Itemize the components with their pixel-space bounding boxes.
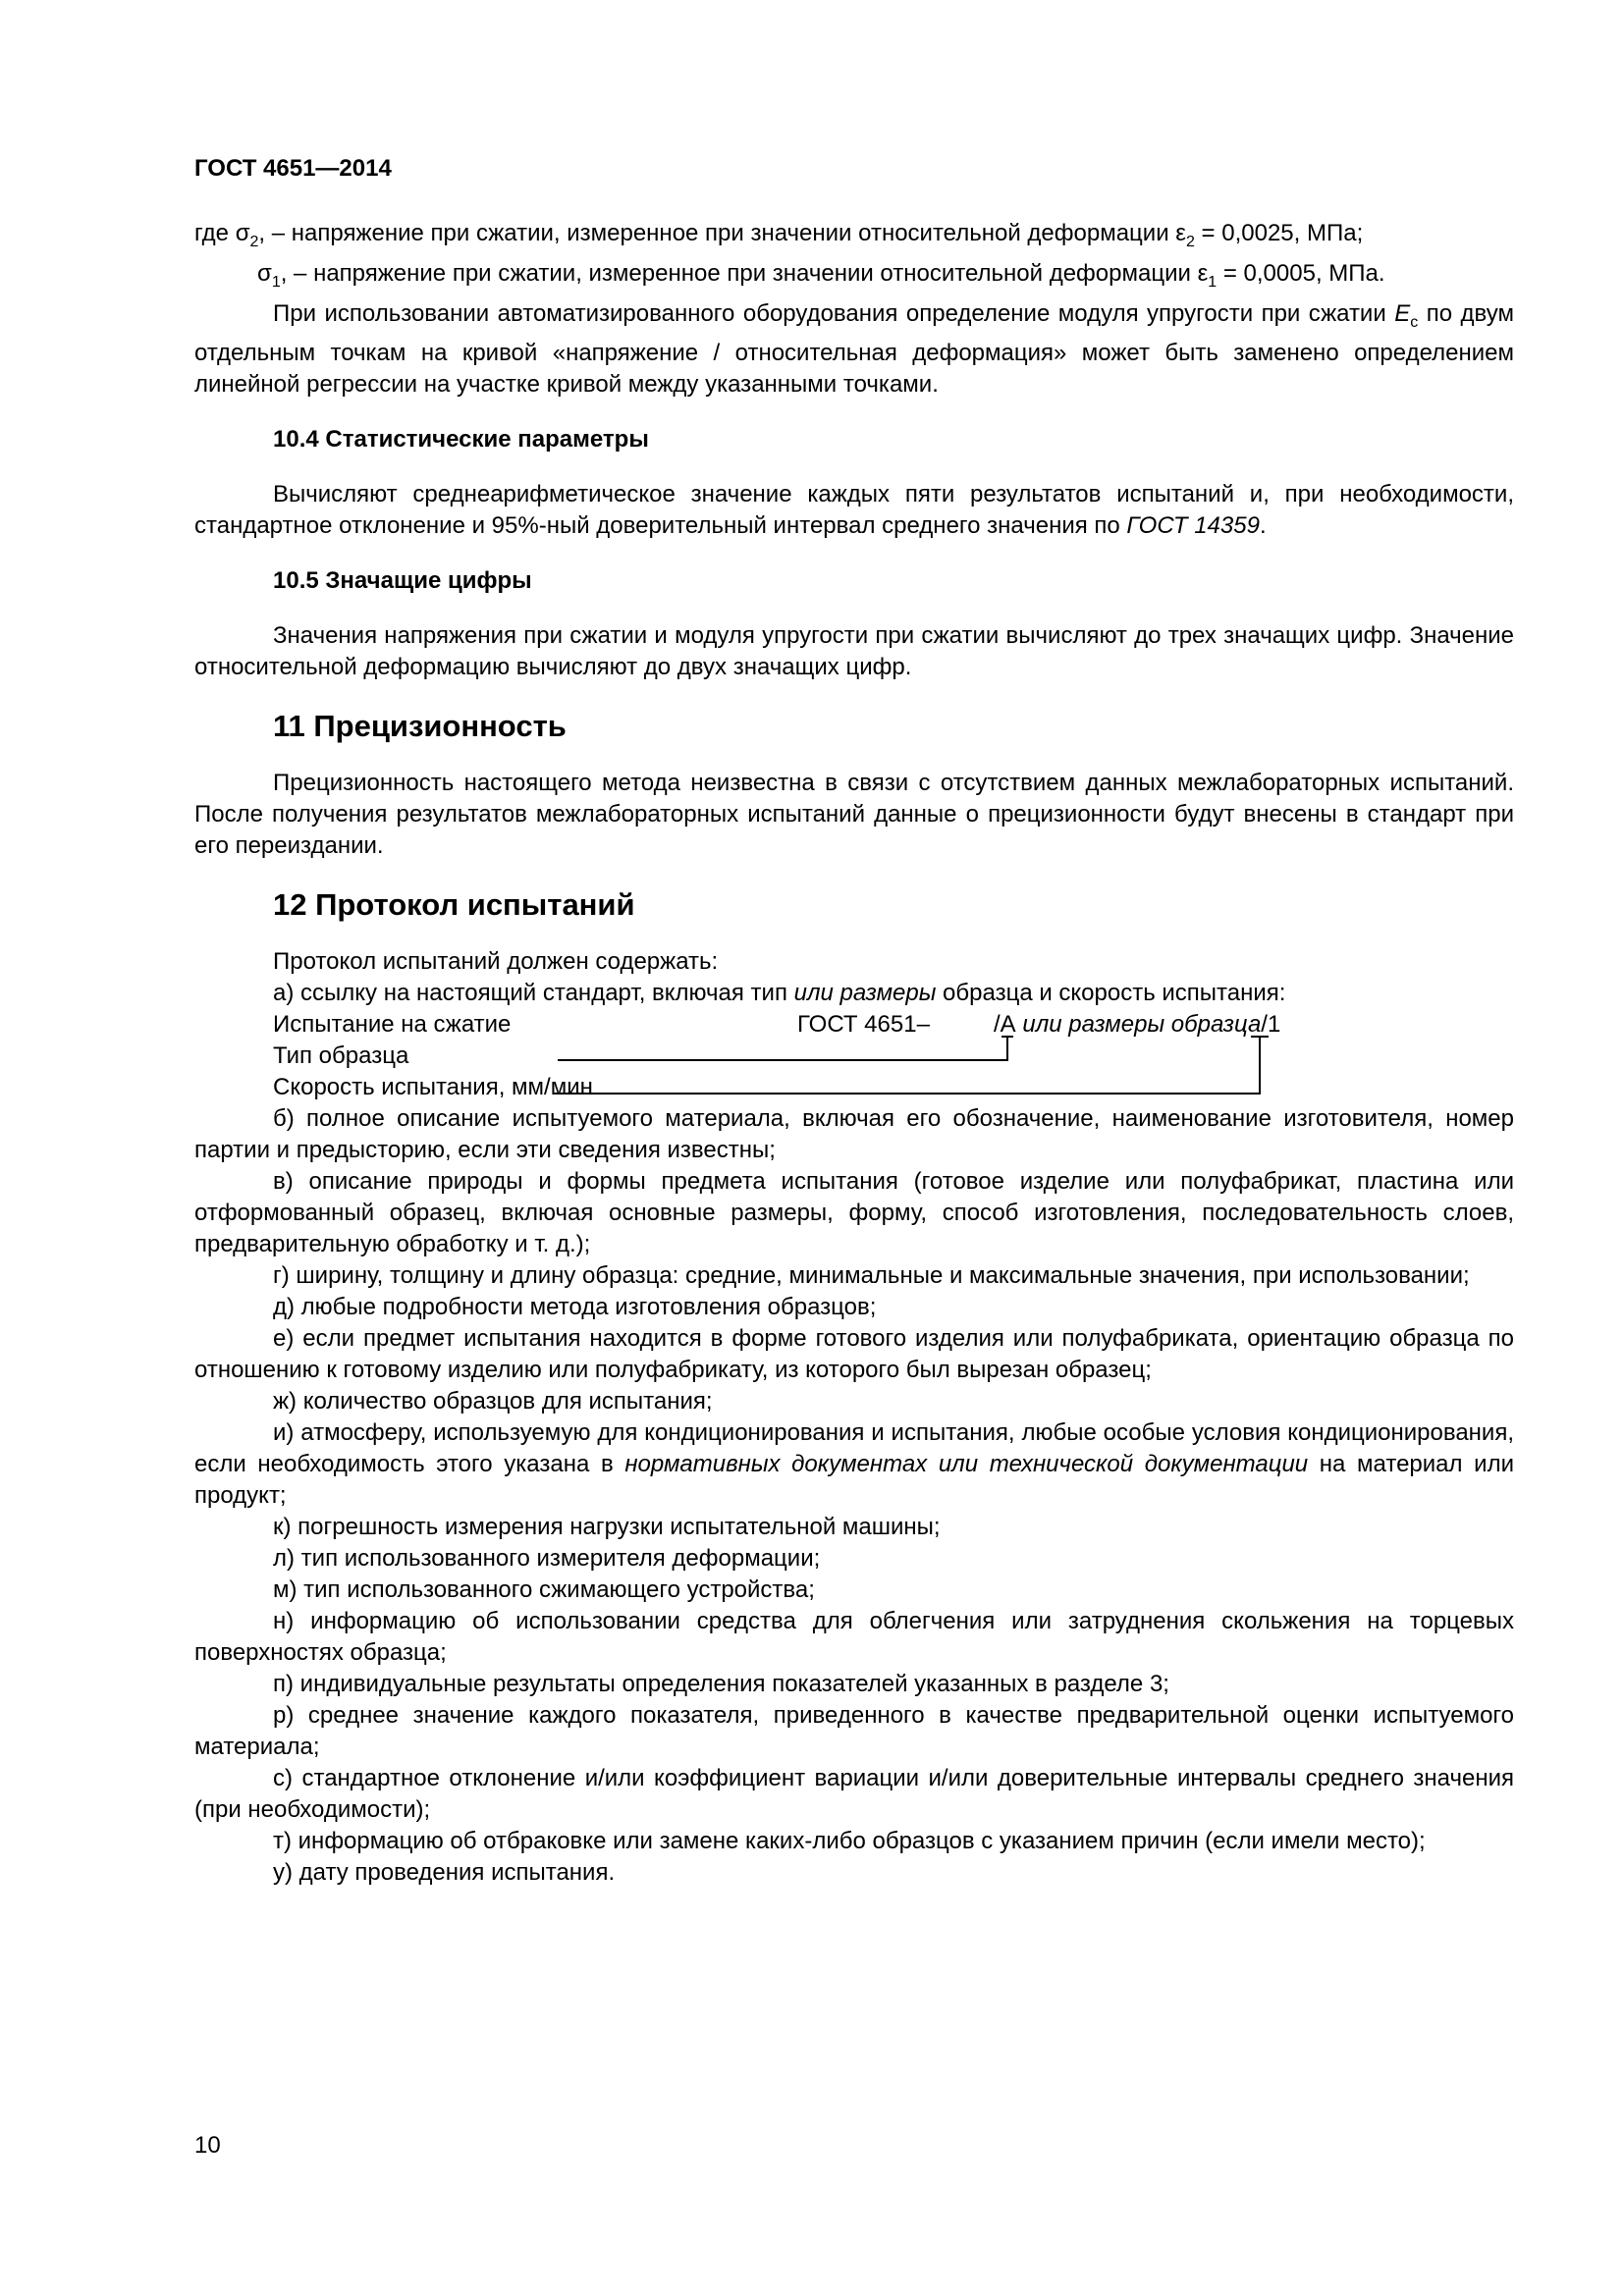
spec-speed-label: Скорость испытания, мм/мин	[273, 1074, 593, 1101]
sigma1-definition	[194, 258, 1514, 298]
section-10-4-text	[194, 479, 1514, 542]
automation-text-b: по двум отдельным точкам на кривой «напряжение / относительная деформация» может быть заменено определением линейной регрессии на участке кривой между указанными точками.	[194, 299, 1514, 399]
page-content	[194, 218, 1514, 1889]
spec-gost-designation: ГОСТ 4651–	[797, 1011, 930, 1039]
protocol-item: т) информацию об отбраковке или замене каких-либо образцов с указанием причин (если имели место);	[273, 1828, 1426, 1855]
automation-text-a: При использовании автоматизированного оборудования определение модуля упругости при сжатии	[273, 299, 1395, 327]
item-i-italic: нормативных документах или технической документации	[624, 1451, 1309, 1478]
sigma2-subscript: 2	[249, 233, 259, 250]
section-12-item-a	[194, 978, 1514, 1009]
section-10-5-text: Значения напряжения при сжатии и модуля упругости при сжатии вычисляют до трех значащих цифр. Значение относительной деформацию вычисляют до двух значащих цифр.	[194, 622, 1514, 681]
protocol-items-2	[194, 1512, 1514, 1889]
protocol-item: в) описание природы и формы предмета испытания (готовое изделие или полуфабрикат, пластина или отформованный образец, включая основные размеры, форму, способ изготовления, последовательность слоев, предварительную обработку и т. д.);	[194, 1168, 1514, 1258]
designation-scheme	[194, 1009, 1514, 1103]
protocol-item: р) среднее значение каждого показателя, приведенного в качестве предварительной оценки испытуемого материала;	[194, 1702, 1514, 1761]
page-header: ГОСТ 4651—2014	[194, 155, 392, 182]
protocol-item: е) если предмет испытания находится в форме готового изделия или полуфабриката, ориентацию образца по отношению к готовому изделию или полуфабрикату, из которого был вырезан образец;	[194, 1325, 1514, 1384]
spec-type-label: Тип образца	[273, 1042, 409, 1070]
item-a-text-3: образца и скорость испытания:	[936, 980, 1286, 1007]
section-10-4-text-a: Вычисляют среднеарифметическое значение каждых пяти результатов испытаний и, при необходимости, стандартное отклонение и 95%-ный доверительный интервал среднего значения по	[194, 481, 1514, 540]
spec-size-italic: или размеры образца	[1015, 1011, 1262, 1039]
spec-slash-1: /	[994, 1011, 1001, 1039]
type-leader-line	[558, 1037, 1007, 1060]
protocol-item: п) индивидуальные результаты определения показателей указанных в разделе 3;	[273, 1671, 1169, 1698]
item-a-italic: или размеры	[793, 980, 937, 1007]
page-number: 10	[194, 2132, 221, 2159]
eps2-subscript: 2	[1185, 233, 1195, 250]
spec-type-letter: А	[1000, 1011, 1016, 1039]
item-i-text-a: и) атмосферу, используемую для кондиционирования и испытания, любые особые условия кондиционирования, если необходимость этого указана в	[194, 1419, 1514, 1478]
sigma1-text-a: σ	[257, 259, 272, 287]
modulus-subscript: c	[1410, 313, 1419, 331]
gost-14359-reference: ГОСТ 14359	[1126, 512, 1260, 540]
section-10-5-title: 10.5 Значащие цифры	[273, 567, 532, 595]
sigma2-text-a: где σ	[194, 220, 250, 246]
protocol-item: с) стандартное отклонение и/или коэффициент вариации и/или доверительные интервалы среднего значения (при необходимости);	[194, 1765, 1514, 1824]
spec-speed-value: 1	[1267, 1011, 1281, 1039]
protocol-item: л) тип использованного измерителя деформации;	[273, 1545, 821, 1573]
section-10-4-title: 10.4 Статистические параметры	[273, 426, 649, 454]
automation-paragraph	[194, 298, 1514, 401]
protocol-item: м) тип использованного сжимающего устройства;	[273, 1576, 815, 1604]
spec-test-label: Испытание на сжатие	[273, 1011, 512, 1039]
sigma2-text-b: , – напряжение при сжатии, измеренное при значении относительной деформации ε	[258, 220, 1186, 246]
protocol-item: ж) количество образцов для испытания;	[273, 1388, 713, 1415]
protocol-item: н) информацию об использовании средства для облегчения или затруднения скольжения на торцевых поверхностях образца;	[194, 1608, 1514, 1667]
section-10-4-text-b: .	[1259, 512, 1267, 540]
sigma2-definition	[194, 218, 1514, 258]
sigma1-text-b: , – напряжение при сжатии, измеренное при значении относительной деформации ε	[280, 259, 1209, 287]
sigma1-subscript: 1	[271, 273, 281, 291]
section-11-title: 11 Прецизионность	[273, 709, 567, 744]
section-12-title: 12 Протокол испытаний	[273, 887, 635, 923]
protocol-item: у) дату проведения испытания.	[273, 1859, 616, 1887]
protocol-item-i	[194, 1417, 1514, 1512]
eps1-subscript: 1	[1208, 273, 1218, 291]
section-11-text: Прецизионность настоящего метода неизвестна в связи с отсутствием данных межлабораторных испытаний. После получения результатов межлабораторных испытаний данные о прецизионности будут внесены в стандарт при его переиздании.	[194, 770, 1514, 860]
modulus-symbol: E	[1394, 299, 1411, 327]
spec-slash-2: /	[1261, 1011, 1268, 1039]
protocol-item: г) ширину, толщину и длину образца: средние, минимальные и максимальные значения, при использовании;	[273, 1262, 1470, 1290]
protocol-items-1	[194, 1103, 1514, 1417]
item-i-text-c: на материал или продукт;	[194, 1451, 1514, 1510]
item-a-text-1: а) ссылку на настоящий стандарт, включая тип	[273, 980, 794, 1007]
protocol-item: д) любые подробности метода изготовления образцов;	[273, 1294, 877, 1321]
speed-leader-line	[554, 1037, 1260, 1094]
sigma2-text-c: = 0,0025, МПа;	[1194, 220, 1364, 246]
designation-leader-lines	[194, 1009, 1514, 1103]
section-12-lead: Протокол испытаний должен содержать:	[273, 948, 719, 976]
protocol-item: к) погрешность измерения нагрузки испытательной машины;	[273, 1514, 941, 1541]
sigma1-text-c: = 0,0005, МПа.	[1217, 259, 1385, 287]
protocol-item: б) полное описание испытуемого материала, включая его обозначение, наименование изготовителя, номер партии и предысторию, если эти сведения известны;	[194, 1105, 1514, 1164]
